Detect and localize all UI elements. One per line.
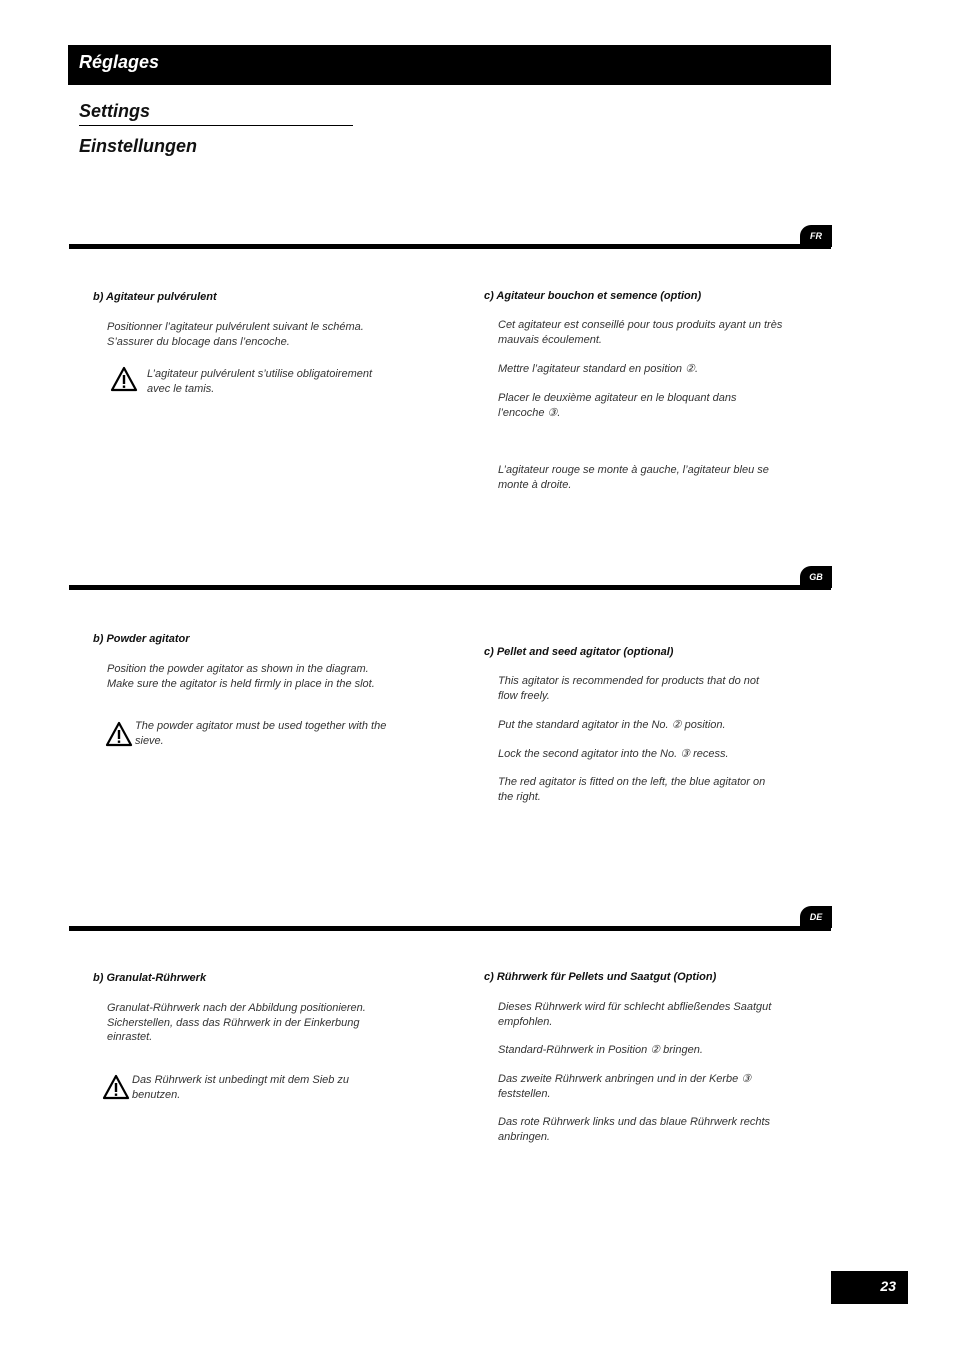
text-line: empfohlen. bbox=[498, 1015, 553, 1028]
page-title: Réglages bbox=[79, 52, 160, 72]
text-line: flow freely. bbox=[498, 689, 550, 702]
warning-icon bbox=[105, 721, 133, 747]
warning-icon bbox=[110, 366, 138, 392]
de-c-p2 bbox=[498, 1043, 703, 1058]
de-b-text bbox=[107, 1001, 366, 1045]
gb-c-p4 bbox=[498, 775, 765, 804]
text-line: the right. bbox=[498, 790, 541, 803]
fr-b-text bbox=[107, 320, 364, 349]
subtitle-einstellungen: Einstellungen bbox=[79, 136, 198, 156]
de-b-warning bbox=[132, 1073, 349, 1102]
text-line: Positionner l’agitateur pulvérulent suivant le schéma. bbox=[107, 321, 364, 333]
gb-c-heading: c) Pellet and seed agitator (optional) bbox=[484, 646, 674, 658]
gb-c-p2 bbox=[498, 718, 726, 733]
text-line: Placer le deuxième agitateur en le bloquant dans bbox=[498, 392, 737, 404]
text-line: L’agitateur pulvérulent s’utilise obligatoirement bbox=[147, 368, 373, 380]
subtitle-rule bbox=[79, 125, 353, 126]
gb-b-heading: b) Powder agitator bbox=[93, 633, 190, 645]
gb-c-p3 bbox=[498, 747, 729, 762]
section-divider-de bbox=[69, 926, 831, 931]
text-line: Das zweite Rührwerk anbringen und in der Kerbe ③ bbox=[498, 1073, 752, 1085]
text-line: Das Rührwerk ist unbedingt mit dem Sieb zu bbox=[132, 1074, 350, 1086]
text-line: sieve. bbox=[135, 734, 164, 747]
de-c-heading: c) Rührwerk für Pellets und Saatgut (Option) bbox=[484, 971, 717, 983]
fr-c-p4 bbox=[498, 463, 769, 492]
text-line: Put the standard agitator in the No. ② position. bbox=[498, 719, 726, 731]
gb-b-warning bbox=[135, 719, 386, 748]
text-line: S’assurer du blocage dans l’encoche. bbox=[107, 335, 290, 348]
text-line: Standard-Rührwerk in Position ② bringen. bbox=[498, 1044, 703, 1056]
text-line: This agitator is recommended for products that do not bbox=[498, 675, 760, 687]
text-line: L’agitateur rouge se monte à gauche, l’agitateur bleu se bbox=[498, 464, 769, 476]
de-b-heading: b) Granulat-Rührwerk bbox=[93, 972, 207, 984]
section-divider-fr bbox=[69, 244, 831, 249]
text-line: Position the powder agitator as shown in the diagram. bbox=[107, 663, 369, 675]
fr-b-heading: b) Agitateur pulvérulent bbox=[93, 291, 217, 303]
text-line: Cet agitateur est conseillé pour tous produits ayant un très bbox=[498, 319, 783, 331]
text-line: monte à droite. bbox=[498, 478, 572, 491]
text-line: Lock the second agitator into the No. ③ recess. bbox=[498, 748, 729, 760]
text-line: Sicherstellen, dass das Rührwerk in der Einkerbung bbox=[107, 1016, 360, 1029]
text-line: einrastet. bbox=[107, 1031, 153, 1043]
fr-c-p2 bbox=[498, 362, 698, 377]
de-c-p1 bbox=[498, 1000, 771, 1029]
lang-badge-de: DE bbox=[800, 906, 832, 928]
text-line: l’encoche ③. bbox=[498, 406, 561, 419]
lang-badge-fr: FR bbox=[800, 225, 832, 247]
text-line: feststellen. bbox=[498, 1087, 551, 1100]
text-line: benutzen. bbox=[132, 1088, 181, 1101]
section-divider-gb bbox=[69, 585, 831, 590]
fr-b-warning bbox=[147, 367, 372, 396]
gb-c-p1 bbox=[498, 674, 759, 703]
text-line: Granulat-Rührwerk nach der Abbildung positionieren. bbox=[107, 1002, 366, 1014]
text-line: avec le tamis. bbox=[147, 382, 215, 395]
text-line: Dieses Rührwerk wird für schlecht abfließendes Saatgut bbox=[498, 1001, 772, 1013]
lang-badge-gb: GB bbox=[800, 566, 832, 588]
text-line: Mettre l’agitateur standard en position ②. bbox=[498, 363, 699, 375]
gb-b-text bbox=[107, 662, 375, 691]
page-number: 23 bbox=[831, 1271, 908, 1304]
text-line: Das rote Rührwerk links und das blaue Rührwerk rechts bbox=[498, 1116, 771, 1128]
fr-c-heading: c) Agitateur bouchon et semence (option) bbox=[484, 290, 702, 302]
text-line: The red agitator is fitted on the left, the blue agitator on bbox=[498, 776, 766, 788]
de-c-p4 bbox=[498, 1115, 770, 1144]
text-line: anbringen. bbox=[498, 1130, 550, 1143]
text-line: The powder agitator must be used together with the bbox=[135, 720, 387, 732]
text-line: mauvais écoulement. bbox=[498, 333, 602, 346]
text-line: Make sure the agitator is held firmly in place in the slot. bbox=[107, 677, 375, 690]
de-c-p3 bbox=[498, 1072, 751, 1101]
fr-c-p3 bbox=[498, 391, 737, 420]
subtitle-settings: Settings bbox=[79, 101, 151, 121]
warning-icon bbox=[102, 1074, 130, 1100]
title-bar bbox=[68, 45, 831, 85]
fr-c-p1 bbox=[498, 318, 782, 347]
